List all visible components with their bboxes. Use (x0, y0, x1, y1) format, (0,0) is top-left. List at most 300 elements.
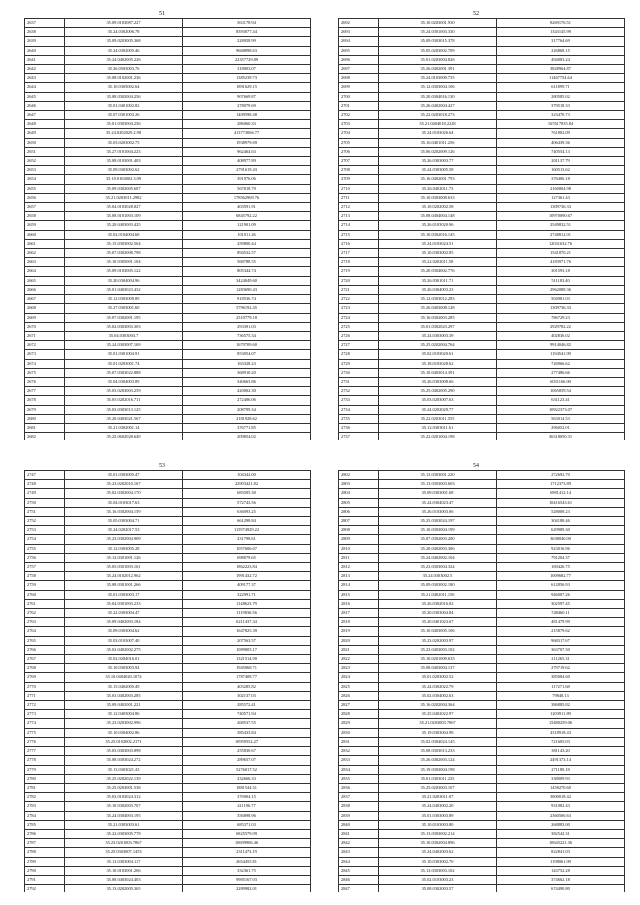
row-number: 2716 (339, 239, 379, 248)
row-number: 2825 (339, 682, 379, 691)
value-cell: 6031166.00 (497, 377, 625, 386)
row-number: 2711 (339, 193, 379, 202)
parcel-code: 35.26.0503003.76 (65, 65, 183, 74)
table-row (339, 747, 625, 756)
row-number: 2768 (25, 664, 65, 673)
table-row (339, 166, 625, 175)
value-cell: 5796192.45 (183, 304, 311, 313)
value-cell: 322991.71 (183, 590, 311, 599)
table-row (339, 673, 625, 682)
value-cell: 2929782.22 (497, 322, 625, 331)
parcel-code: 35.24.0302022.79 (379, 682, 497, 691)
value-cell: 79840.13 (497, 691, 625, 700)
parcel-code: 35.10.0305001.104 (65, 258, 183, 267)
row-number: 2840 (339, 820, 379, 829)
value-cell: 968317.67 (497, 636, 625, 645)
table-row (339, 765, 625, 774)
value-cell: 340663.86 (183, 377, 311, 386)
value-cell: 1321514.90 (183, 655, 311, 664)
parcel-code: 35.12.0403004.86 (65, 710, 183, 719)
row-number: 2733 (339, 396, 379, 405)
row-number: 2747 (25, 471, 65, 480)
value-cell: 285572.41 (183, 701, 311, 710)
value-cell: 1057606.67 (183, 544, 311, 553)
parcel-code: 35.20.0303004.84 (379, 609, 497, 618)
parcel-code: 35.10.0103003.80 (379, 820, 497, 829)
row-number: 2696 (339, 55, 379, 64)
value-cell: 279719.62 (497, 664, 625, 673)
parcel-code: 35.26.0103003.06 (379, 507, 497, 516)
row-number: 2698 (339, 74, 379, 83)
row-number: 2749 (25, 489, 65, 498)
parcel-code: 35.10.0403005.106 (379, 627, 497, 636)
value-cell: 374662.18 (497, 875, 625, 884)
table-row (339, 184, 625, 193)
value-cell: 356898.96 (183, 811, 311, 820)
table-row (339, 563, 625, 572)
parcel-code: 35.26.0303008.66 (379, 377, 497, 386)
table-row (339, 74, 625, 83)
value-cell: 2289982.01 (183, 885, 311, 892)
parcel-code: 35.24.0202029.77 (379, 405, 497, 414)
row-number: 2802 (339, 471, 379, 480)
parcel-code: 35.02.0402002.275 (65, 645, 183, 654)
table-row (339, 304, 625, 313)
row-number: 2836 (339, 783, 379, 792)
row-number: 2674 (25, 359, 65, 368)
row-number: 2784 (25, 811, 65, 820)
row-number: 2832 (339, 747, 379, 756)
table-row (25, 719, 311, 728)
parcel-code: 35.25.0202022.139 (65, 774, 183, 783)
parcel-code: 35.16.0302004.159 (65, 507, 183, 516)
parcel-code: 35.20.0304016.130 (379, 92, 497, 101)
value-cell: 572743.56 (183, 498, 311, 507)
table-row (25, 829, 311, 838)
row-number: 2776 (25, 737, 65, 746)
value-cell: 1194541.09 (497, 350, 625, 359)
value-cell: 386885.82 (497, 701, 625, 710)
parcel-code: 35.24.0202017.53 (65, 526, 183, 535)
parcel-code: 35.10.0403014.391 (379, 368, 497, 377)
parcel-code: 35.27.0303001.60 (65, 304, 183, 313)
row-number: 2789 (25, 857, 65, 866)
value-cell: 1089805.17 (183, 645, 311, 654)
parcel-code: 35.02.0303003.303 (65, 322, 183, 331)
value-cell: 226868.15 (497, 46, 625, 55)
row-number: 2702 (339, 111, 379, 120)
value-cell: 1409598.48 (183, 111, 311, 120)
value-cell: 1938979.69 (183, 138, 311, 147)
value-cell: 2791619.43 (183, 166, 311, 175)
table-row (25, 517, 311, 526)
table-row (25, 535, 311, 544)
row-number: 2734 (339, 405, 379, 414)
value-cell: 1541870.21 (497, 249, 625, 258)
parcel-code: 35.01.0303003.89 (379, 811, 497, 820)
row-number: 2676 (25, 377, 65, 386)
row-number: 2760 (25, 590, 65, 599)
value-cell: 1679709.60 (183, 341, 311, 350)
row-number: 2724 (339, 313, 379, 322)
parcel-code: 35.08.0404004.148 (379, 212, 497, 221)
row-number: 2777 (25, 747, 65, 756)
row-number: 2677 (25, 387, 65, 396)
value-cell: 9985167.03 (183, 875, 311, 884)
parcel-code: 35.09.0203005.368 (65, 37, 183, 46)
value-cell: 629989.30 (497, 526, 625, 535)
parcel-code: 35.26.0402004.427 (379, 101, 497, 110)
parcel-code: 35.08.0303024.272 (65, 756, 183, 765)
row-number: 2669 (25, 313, 65, 322)
table-row (339, 212, 625, 221)
value-cell: 403591.91 (183, 203, 311, 212)
value-cell: 406439.36 (497, 138, 625, 147)
parcel-code: 35.10.0203001.930 (379, 19, 497, 28)
parcel-code: 35.23.0202003.97 (379, 636, 497, 645)
table-row (339, 414, 625, 423)
parcel-code: 35.04.0304003.89 (65, 377, 183, 386)
value-cell: 1009682.77 (497, 572, 625, 581)
row-number: 2750 (25, 498, 65, 507)
row-number: 2818 (339, 618, 379, 627)
table-row (25, 820, 311, 829)
value-cell: 318003.07 (183, 65, 311, 74)
parcel-code: 35.21.0404018.2228 (379, 120, 497, 129)
row-number: 2645 (25, 92, 65, 101)
parcel-code: 35.21.0303003.61 (65, 820, 183, 829)
value-cell: 11467754.64 (497, 74, 625, 83)
row-number: 2805 (339, 498, 379, 507)
table-row (25, 480, 311, 489)
table-row (25, 285, 311, 294)
table-row (25, 83, 311, 92)
table-row (25, 414, 311, 423)
value-cell: 304188.46 (497, 517, 625, 526)
value-cell: 1891629.15 (183, 83, 311, 92)
value-cell: 1787408.77 (183, 673, 311, 682)
table-row (25, 74, 311, 83)
parcel-code: 35.02.0103003.23 (379, 875, 497, 884)
parcel-code: 35.24.0103026.64 (379, 129, 497, 138)
row-number: 2830 (339, 728, 379, 737)
value-cell: 698079.65 (183, 553, 311, 562)
table-row (25, 627, 311, 636)
table-row (25, 691, 311, 700)
parcel-code: 35.25.0202004.764 (379, 341, 497, 350)
parcel-code: 35.12.0303004.117 (65, 857, 183, 866)
row-number: 2837 (339, 793, 379, 802)
value-cell: 268537.55 (183, 719, 311, 728)
parcel-code: 35.03.0203002.75 (65, 138, 183, 147)
value-cell: 853054.07 (183, 350, 311, 359)
table-row (25, 701, 311, 710)
value-cell: 296052.01 (497, 423, 625, 432)
parcel-code: 35.01.0303004.256 (65, 120, 183, 129)
row-number: 2752 (25, 517, 65, 526)
row-number: 2678 (25, 396, 65, 405)
row-number: 2821 (339, 645, 379, 654)
parcel-code: 35.22.0303005.778 (65, 829, 183, 838)
row-number: 2787 (25, 839, 65, 848)
row-number: 2692 (339, 19, 379, 28)
value-cell: 121901.09 (183, 221, 311, 230)
table-row (339, 46, 625, 55)
row-number: 2707 (339, 157, 379, 166)
table-row (25, 747, 311, 756)
table-row (25, 599, 311, 608)
table-row (25, 55, 311, 64)
row-number: 2644 (25, 83, 65, 92)
value-cell: 568788.55 (183, 258, 311, 267)
table-row (339, 396, 625, 405)
row-number: 2667 (25, 295, 65, 304)
parcel-code: 35.10.0303003.94 (65, 664, 183, 673)
parcel-code: 35.10.0302003.707 (65, 802, 183, 811)
value-cell: 1458270.60 (497, 783, 625, 792)
value-cell: 1647825.39 (183, 627, 311, 636)
value-cell: 293391.03 (183, 322, 311, 331)
table-row (25, 101, 311, 110)
row-number: 2827 (339, 701, 379, 710)
table-row (339, 857, 625, 866)
row-number: 2666 (25, 285, 65, 294)
row-number: 2693 (339, 28, 379, 37)
row-number: 2762 (25, 609, 65, 618)
row-number: 2807 (339, 517, 379, 526)
table-row (339, 636, 625, 645)
value-cell: 301593.18 (497, 267, 625, 276)
row-number: 2782 (25, 793, 65, 802)
row-number: 2709 (339, 175, 379, 184)
parcel-code: 35.23.0302004.909 (65, 535, 183, 544)
parcel-code: 35.24.0402003.62 (379, 848, 497, 857)
value-cell: 563014.53 (497, 414, 625, 423)
parcel-code: 35.20.0304002.776 (379, 267, 497, 276)
parcel-code: 35.24.0103009.735 (379, 74, 497, 83)
parcel-code: 35.23.0201003.7867 (65, 839, 183, 848)
value-cell: 286060.33 (183, 120, 311, 129)
value-cell: 280585.02 (497, 92, 625, 101)
table-row (339, 359, 625, 368)
parcel-code: 35.26.0103020.96 (379, 221, 497, 230)
table-row (25, 553, 311, 562)
parcel-code: 35.25.0602028.649 (65, 433, 183, 440)
value-cell: 6211437.34 (183, 618, 311, 627)
table-row (25, 377, 311, 386)
row-number: 2640 (25, 46, 65, 55)
row-number: 2765 (25, 636, 65, 645)
row-number: 2766 (25, 645, 65, 654)
value-cell: 6981412.14 (497, 489, 625, 498)
parcel-code: 35.07.0301003.26 (65, 111, 183, 120)
row-number: 2665 (25, 276, 65, 285)
table-row (25, 498, 311, 507)
row-number: 2736 (339, 423, 379, 432)
table-row (339, 701, 625, 710)
row-number: 2756 (25, 553, 65, 562)
value-cell: 3424049.60 (183, 276, 311, 285)
value-cell: 504981.03 (497, 295, 625, 304)
table-row (25, 774, 311, 783)
table-row (339, 129, 625, 138)
row-number: 2847 (339, 885, 379, 892)
value-cell: 1203911.89 (497, 710, 625, 719)
row-number: 2656 (25, 193, 65, 202)
table-row (339, 526, 625, 535)
row-number: 2680 (25, 414, 65, 423)
value-cell: 323470.73 (497, 111, 625, 120)
row-number: 2642 (25, 65, 65, 74)
parcel-code: 35.21.0402011.150 (379, 590, 497, 599)
table-row (25, 433, 311, 440)
data-table (338, 18, 625, 440)
value-cell: 10922373.07 (497, 405, 625, 414)
row-number: 2637 (25, 19, 65, 28)
value-cell: 363707.50 (497, 645, 625, 654)
table-row (25, 193, 311, 202)
value-cell: 420002.30 (183, 387, 311, 396)
table-row (25, 184, 311, 193)
value-cell: 748460.11 (497, 609, 625, 618)
table-row (339, 829, 625, 838)
table-row (25, 120, 311, 129)
table-row (25, 322, 311, 331)
value-cell: 612856.93 (497, 581, 625, 590)
table-row (339, 285, 625, 294)
parcel-code: 35.10.0201009.635 (379, 655, 497, 664)
parcel-code: 35.15.0402005.49 (65, 682, 183, 691)
page-number: 51 (159, 11, 165, 17)
table-row (25, 765, 311, 774)
table-row (339, 65, 625, 74)
table-row (339, 83, 625, 92)
parcel-code: 35.23.0202010.167 (65, 480, 183, 489)
value-cell: 409177.37 (183, 581, 311, 590)
table-row (339, 471, 625, 480)
table-row (25, 544, 311, 553)
parcel-code: 35.18.0103028.62 (379, 359, 497, 368)
parcel-code: 35.01.0303005.47 (65, 471, 183, 480)
document-page-54 (326, 462, 626, 892)
parcel-code: 35.08.0302004.256 (65, 92, 183, 101)
row-number: 2753 (25, 526, 65, 535)
parcel-code: 35.26.0402001.391 (379, 65, 497, 74)
parcel-code: 35.25.0402005.290 (379, 387, 497, 396)
parcel-code: 35.22.0203011.555 (379, 414, 497, 423)
parcel-code: 35.09.0402003.184 (65, 618, 183, 627)
value-cell: 567818.79 (183, 184, 311, 193)
parcel-code: 35.20.0401023.67 (379, 618, 497, 627)
row-number: 2824 (339, 673, 379, 682)
row-number: 2641 (25, 55, 65, 64)
row-number: 2757 (25, 563, 65, 572)
row-number: 2675 (25, 368, 65, 377)
table-row (339, 239, 625, 248)
table-row (339, 295, 625, 304)
row-number: 2643 (25, 74, 65, 83)
value-cell: 1712373.89 (497, 480, 625, 489)
row-number: 2839 (339, 811, 379, 820)
table-row (339, 267, 625, 276)
table-row (339, 322, 625, 331)
parcel-code: 35.02.0204016.01 (65, 655, 183, 664)
row-number: 2697 (339, 65, 379, 74)
row-number: 2806 (339, 507, 379, 516)
parcel-code: 35.09.0103005.122 (65, 267, 183, 276)
row-number: 2735 (339, 414, 379, 423)
parcel-code: 35.21.0203011.2982 (65, 193, 183, 202)
row-number: 2659 (25, 221, 65, 230)
table-row (339, 581, 625, 590)
table-row (25, 848, 311, 857)
row-number: 2761 (25, 599, 65, 608)
row-number: 2657 (25, 203, 65, 212)
table-row (25, 793, 311, 802)
value-cell: 2962088.36 (497, 285, 625, 294)
value-cell: 822841.03 (497, 848, 625, 857)
table-row (25, 655, 311, 664)
value-cell: 4318918.43 (497, 728, 625, 737)
parcel-code: 35.24.0402002.104 (379, 553, 497, 562)
value-cell: 201137.79 (497, 157, 625, 166)
page-number: 53 (159, 463, 165, 469)
parcel-code: 35.16.0402001.793 (379, 175, 497, 184)
table-row (339, 645, 625, 654)
parcel-code: 35.13.0303003.102 (379, 866, 497, 875)
row-number: 2833 (339, 756, 379, 765)
row-number: 2721 (339, 285, 379, 294)
table-row (25, 563, 311, 572)
row-number: 2658 (25, 212, 65, 221)
table-row (25, 710, 311, 719)
value-cell: 15480259.06 (497, 719, 625, 728)
row-number: 2727 (339, 341, 379, 350)
table-row (25, 249, 311, 258)
value-cell: 786729.23 (497, 313, 625, 322)
row-number: 2679 (25, 405, 65, 414)
parcel-code: 35.26.0302016.02 (379, 599, 497, 608)
value-cell: 22357729.89 (183, 55, 311, 64)
parcel-code: 35.01.0303003.17 (65, 590, 183, 599)
value-cell: 228058.99 (183, 37, 311, 46)
parcel-code: 35.08.0303013.233 (379, 747, 497, 756)
table-row (339, 101, 625, 110)
value-cell: 9668898.63 (183, 46, 311, 55)
value-cell: 9914046.82 (497, 341, 625, 350)
parcel-code: 35.21.0203003.7067 (379, 719, 497, 728)
table-row (25, 783, 311, 792)
parcel-code: 35.05.0203002.709 (379, 46, 497, 55)
row-number: 2803 (339, 480, 379, 489)
table-row (339, 793, 625, 802)
table-row (25, 839, 311, 848)
parcel-code: 35.10.0202002.58 (379, 203, 497, 212)
row-number: 2826 (339, 691, 379, 700)
table-row (25, 359, 311, 368)
parcel-code: 35.02.0302004.170 (65, 489, 183, 498)
row-number: 2786 (25, 829, 65, 838)
parcel-code: 35.24.0303007.169 (65, 341, 183, 350)
value-cell: 6825579.09 (183, 829, 311, 838)
value-cell: 2311473.19 (183, 848, 311, 857)
table-row (339, 875, 625, 884)
table-row (339, 848, 625, 857)
row-number: 2748 (25, 480, 65, 489)
parcel-code: 35.08.0302003.57 (379, 885, 497, 892)
row-number: 2779 (25, 765, 65, 774)
value-cell: 215879.62 (497, 627, 625, 636)
